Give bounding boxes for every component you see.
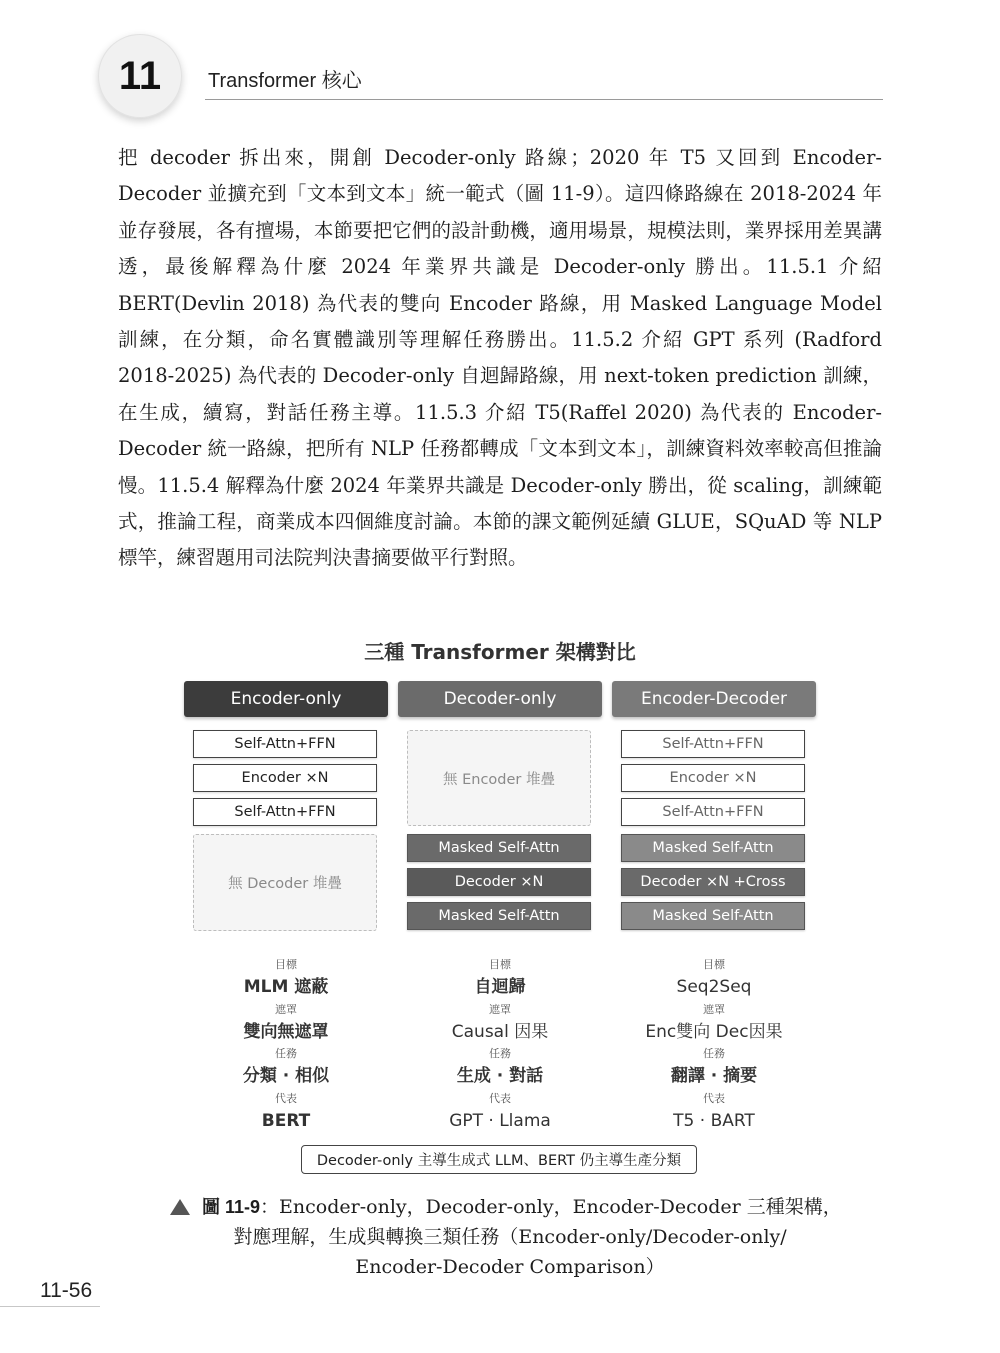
task-value: 生成 · 對話 [456, 1066, 544, 1087]
goal-label: 目標 [703, 958, 725, 971]
rep-label: 代表 [275, 1091, 297, 1105]
task-label: 任務 [489, 1047, 511, 1061]
layer-box: Masked Self-Attn [621, 902, 805, 930]
footer-divider [0, 1306, 100, 1307]
chapter-number-badge [98, 34, 182, 118]
column-info [612, 957, 816, 1135]
goal-value: 自迴歸 [474, 977, 526, 997]
column-header: Encoder-only [184, 681, 388, 717]
column-decoder-only [398, 681, 602, 1131]
layer-box: Self-Attn+FFN [621, 730, 805, 758]
layer-box: Masked Self-Attn [621, 834, 805, 862]
body-paragraph: 把 decoder 拆出來，開創 Decoder-only 路線；2020 年 T5 又回到 Encoder-Decoder 並擴充到「文本到文本」統一範式（圖 11-9）。這四條路線在 2018-2024 年並存發展，各有擅場，本節要把它們的設計動機，適用場景，規模法則，業界採用差異講透，最後解釋為什麼 2024 年業界共識是 Decoder-only 勝出。11.5.1 介紹 BERT(Devlin 2018) 為代表的雙向 Encoder 路線，用 Masked Language Model 訓練，在分類，命名實體識別等理解任務勝出。11.5.2 介紹 GPT 系列 (Radford 2018-2025) 為代表的 Decoder-only 自迴歸路線，用 next-token prediction 訓練，在生成，續寫，對話任務主導。11.5.3 介紹 T5(Raffel 2020) 為代表的 Encoder-Decoder 統一路線，把所有 NLP 任務都轉成「文本到文本」，訓練資料效率較高但推論慢。11.5.4 解釋為什麼 2024 年業界共識是 Decoder-only 勝出，從 scaling，訓練範式，推論工程，商業成本四個維度討論。本節的課文範例延續 GLUE，SQuAD 等 NLP 標竿，練習題用司法院判決書摘要做平行對照。 [118, 146, 882, 570]
diagram-title: 三種 Transformer 架構對比 [364, 640, 636, 664]
layer-box: Encoder ×N [621, 764, 805, 792]
caption-label: 圖 11-9 [202, 1197, 261, 1217]
column-info [184, 957, 388, 1135]
rep-value: T5 · BART [673, 1110, 755, 1131]
rep-label: 代表 [489, 1091, 511, 1105]
layer-box: Self-Attn+FFN [193, 730, 377, 758]
triangle-icon [170, 1199, 190, 1215]
architecture-diagram [180, 636, 820, 1182]
header-divider [205, 99, 883, 100]
caption-line-3: Encoder-Decoder Comparison） [355, 1256, 665, 1278]
rep-label: 代表 [703, 1091, 725, 1105]
task-label: 任務 [703, 1047, 725, 1061]
layer-box: Masked Self-Attn [407, 902, 591, 930]
mask-label: 遮罩 [489, 1002, 511, 1016]
goal-value: MLM 遮蔽 [243, 977, 329, 997]
figure-caption [170, 1192, 850, 1282]
column-encoder-decoder [612, 681, 816, 1131]
rep-value: BERT [261, 1110, 311, 1131]
task-value: 翻譯 · 摘要 [670, 1066, 758, 1087]
task-label: 任務 [275, 1047, 297, 1061]
mask-value: Causal 因果 [451, 1021, 549, 1042]
page-number: 11-56 [40, 1279, 93, 1302]
empty-stack-placeholder: 無 Decoder 堆疊 [193, 834, 377, 931]
body-text [118, 140, 882, 577]
summary-box: Decoder-only 主導生成式 LLM、BERT 仍主導生產分類 [301, 1145, 697, 1174]
empty-stack-placeholder: 無 Encoder 堆疊 [407, 730, 591, 826]
layer-box: Encoder ×N [193, 764, 377, 792]
layer-box: Masked Self-Attn [407, 834, 591, 862]
column-header: Encoder-Decoder [612, 681, 816, 717]
mask-value: 雙向無遮罩 [243, 1021, 329, 1042]
chapter-title: Transformer 核心 [208, 70, 362, 92]
goal-label: 目標 [275, 958, 297, 971]
caption-line-2: 對應理解，生成與轉換三類任務（Encoder-only/Decoder-only/ [233, 1226, 787, 1248]
mask-label: 遮罩 [275, 1002, 297, 1016]
layer-box: Decoder ×N +Cross [621, 868, 805, 896]
rep-value: GPT · Llama [449, 1110, 551, 1131]
chapter-number: 11 [118, 53, 162, 98]
caption-text: ：Encoder-only，Decoder-only，Encoder-Decoder 三種架構， [260, 1196, 842, 1218]
column-info [398, 957, 602, 1135]
layer-box: Decoder ×N [407, 868, 591, 896]
mask-value: Enc雙向 Dec因果 [645, 1021, 783, 1042]
goal-value: Seq2Seq [676, 977, 752, 997]
caption-line-1 [170, 1192, 850, 1222]
layer-box: Self-Attn+FFN [621, 798, 805, 826]
column-encoder-only [184, 681, 388, 1131]
task-value: 分類 · 相似 [242, 1066, 330, 1087]
column-header: Decoder-only [398, 681, 602, 717]
layer-box: Self-Attn+FFN [193, 798, 377, 826]
goal-label: 目標 [489, 958, 511, 971]
mask-label: 遮罩 [703, 1002, 725, 1016]
